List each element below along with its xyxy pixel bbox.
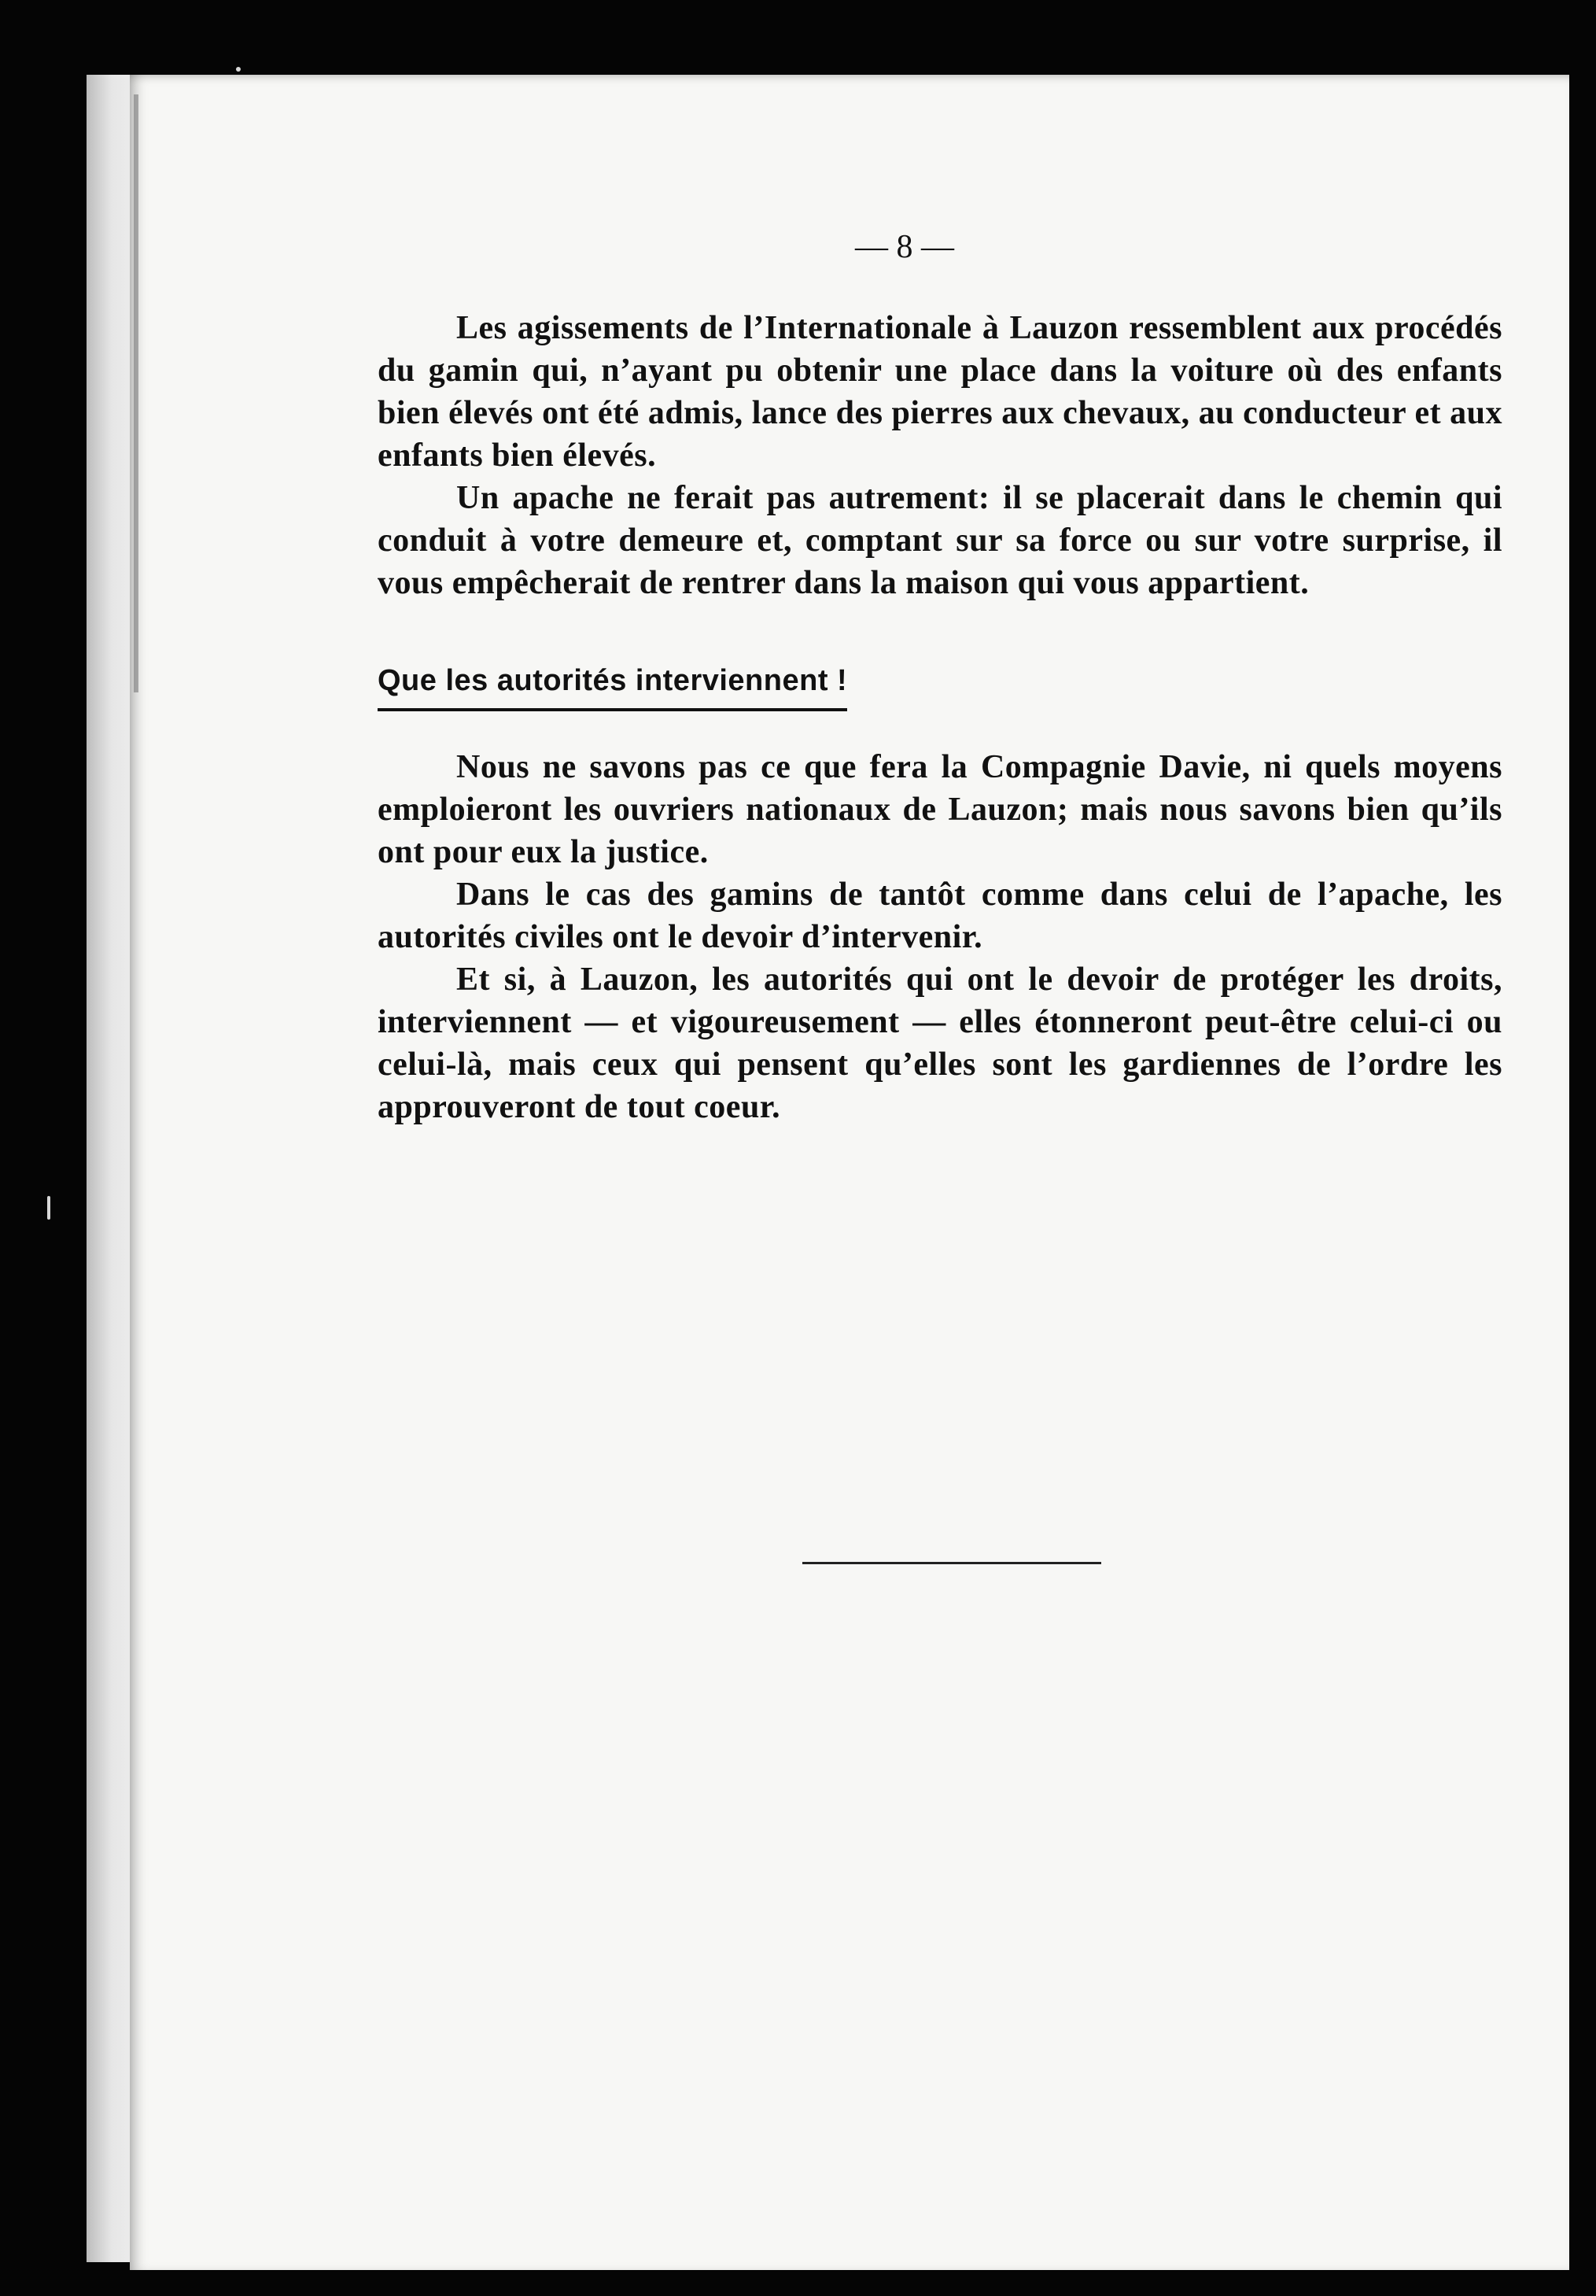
paragraph: Un apache ne ferait pas autrement: il se placerait dans le chemin qui conduit à votre demeure et, comptant sur sa force ou sur votre surprise, il vous empêcherait de rentrer dans la maison qui vous appartient. — [378, 480, 1502, 601]
paragraph: Les agissements de l’Internationale à Lauzon ressemblent aux procédés du gamin qui, n’ayant pu obtenir une place dans la voiture où des enfants bien élevés ont été admis, lance des pierres aux chevaux, au conducteur et aux enfants bien élevés. — [378, 310, 1502, 474]
paragraph: Nous ne savons pas ce que fera la Compagnie Davie, ni quels moyens emploieront les ouvriers nationaux de Lauzon; mais nous savons bien qu’ils ont pour eux la justice. — [378, 749, 1502, 870]
paragraph: Et si, à Lauzon, les autorités qui ont le devoir de protéger les droits, interviennent — et vigoureusement — elles étonneront peut-être celui-ci ou celui-là, mais ceux qui pensent qu’elles sont les gardiennes de l’ordre les approuveront de tout coeur. — [378, 962, 1502, 1125]
document-body — [378, 307, 1502, 1128]
section-heading: Que les autorités interviennent ! — [378, 659, 847, 711]
end-rule — [802, 1562, 1101, 1564]
page-number: — 8 — — [855, 229, 954, 265]
film-speck — [236, 67, 241, 72]
film-speck — [47, 1196, 50, 1220]
paragraph: Dans le cas des gamins de tantôt comme dans celui de l’apache, les autorités civiles ont le devoir d’intervenir. — [378, 877, 1502, 955]
page-fold-shadow — [134, 94, 138, 692]
